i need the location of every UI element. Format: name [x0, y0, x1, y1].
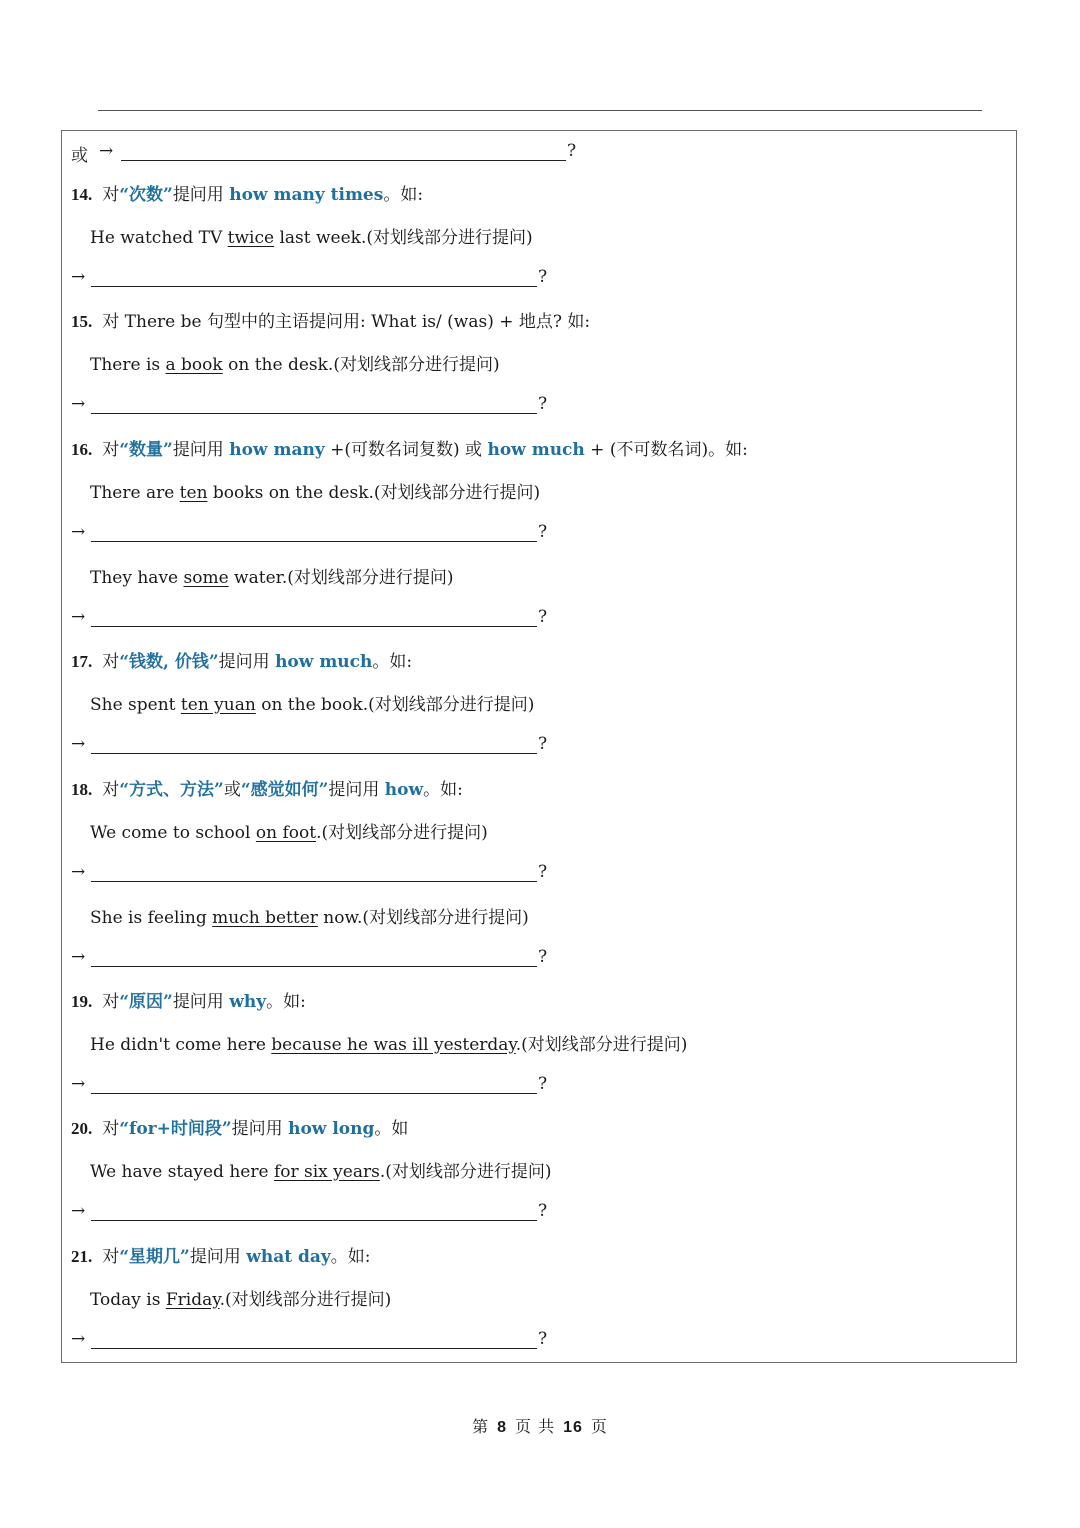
- keyword: “钱数, 价钱”: [119, 652, 219, 672]
- keyword: how many times: [229, 185, 384, 205]
- rule-line: [71, 311, 590, 333]
- text-run: We come to school: [90, 822, 256, 843]
- text-run: She is feeling: [90, 907, 213, 928]
- underlined-target: Friday: [165, 1289, 220, 1310]
- question-mark: ?: [538, 1074, 548, 1094]
- footer-pre: 第: [472, 1417, 490, 1436]
- text-run: He watched TV: [90, 227, 228, 248]
- text-run: We have stayed here: [90, 1161, 274, 1182]
- text-run: last week.(对划线部分进行提问): [274, 227, 533, 248]
- text-run: 对: [102, 1247, 120, 1267]
- text-run: 对 There be 句型中的主语提问用: What is/ (was) + 地点? 如:: [102, 312, 591, 332]
- answer-blank[interactable]: [91, 626, 537, 627]
- rule-line: [71, 439, 748, 461]
- answer-line: [71, 607, 551, 631]
- answer-blank[interactable]: [91, 1220, 537, 1221]
- keyword: how much: [275, 652, 373, 672]
- question-mark: ?: [538, 607, 548, 627]
- text-run: Today is: [90, 1289, 166, 1310]
- arrow-icon: →: [71, 947, 86, 967]
- text-run: They have: [90, 567, 184, 588]
- text-run: 。如:: [372, 652, 413, 672]
- answer-line: [71, 522, 551, 546]
- arrow-icon: →: [99, 141, 114, 161]
- question-mark: ?: [538, 947, 548, 967]
- underlined-target: ten: [179, 482, 208, 503]
- text-run: now.(对划线部分进行提问): [317, 907, 529, 928]
- rule-line: [71, 779, 463, 801]
- text-run: water.(对划线部分进行提问): [228, 567, 454, 588]
- arrow-icon: →: [71, 607, 86, 627]
- text-run: 。如: [374, 1119, 409, 1139]
- text-run: 提问用: [328, 780, 385, 800]
- answer-line: [71, 734, 551, 758]
- question-mark: ?: [538, 1329, 548, 1349]
- rule-line: [71, 651, 412, 673]
- arrow-icon: →: [71, 1074, 86, 1094]
- text-run: 提问用: [172, 185, 230, 205]
- text-run: .(对划线部分进行提问): [219, 1289, 392, 1310]
- footer-page-number: 8: [497, 1419, 507, 1436]
- arrow-icon: →: [71, 394, 86, 414]
- question-mark: ?: [538, 522, 548, 542]
- text-run: 。如:: [330, 1247, 371, 1267]
- answer-blank[interactable]: [91, 541, 537, 542]
- example-sentence: [90, 354, 500, 376]
- answer-line: [71, 1329, 551, 1353]
- underlined-target: ten yuan: [180, 694, 256, 715]
- item-number: 21.: [71, 1247, 93, 1266]
- text-run: + (不可数名词)。如:: [584, 440, 748, 460]
- arrow-icon: →: [71, 862, 86, 882]
- footer-post: 页: [590, 1417, 608, 1436]
- arrow-icon: →: [71, 267, 86, 287]
- keyword: what day: [246, 1247, 331, 1267]
- example-sentence: [90, 822, 488, 844]
- answer-blank[interactable]: [91, 1348, 537, 1349]
- answer-blank[interactable]: [91, 753, 537, 754]
- item-number: 17.: [71, 652, 93, 671]
- keyword: how long: [288, 1119, 375, 1139]
- example-sentence: [90, 907, 529, 929]
- underlined-target: on foot: [255, 822, 317, 843]
- alt-prefix: 或: [71, 146, 88, 166]
- text-run: 对: [102, 185, 120, 205]
- text-run: 提问用: [189, 1247, 247, 1267]
- underlined-target: because he was ill yesterday: [271, 1034, 516, 1055]
- example-sentence: [90, 1161, 552, 1183]
- item-number: 19.: [71, 992, 93, 1011]
- answer-blank[interactable]: [91, 1093, 537, 1094]
- example-sentence: [90, 227, 533, 249]
- text-run: .(对划线部分进行提问): [515, 1034, 688, 1055]
- rule-line: [71, 1246, 371, 1268]
- example-sentence: [90, 694, 534, 716]
- underlined-target: some: [183, 567, 229, 588]
- header-rule: [98, 110, 982, 111]
- text-run: 对: [102, 992, 120, 1012]
- answer-line: [71, 394, 551, 418]
- text-run: .(对划线部分进行提问): [379, 1161, 552, 1182]
- text-run: on the book.(对划线部分进行提问): [255, 694, 535, 715]
- text-run: 。如:: [423, 780, 463, 800]
- rule-line: [71, 991, 306, 1013]
- arrow-icon: →: [71, 1201, 86, 1221]
- text-run: She spent: [90, 694, 181, 715]
- answer-blank[interactable]: [121, 160, 566, 161]
- question-mark: ?: [567, 141, 577, 161]
- keyword: “数量”: [119, 440, 173, 460]
- keyword: “次数”: [119, 185, 173, 205]
- keyword: “原因”: [119, 992, 173, 1012]
- arrow-icon: →: [71, 1329, 86, 1349]
- keyword: how: [384, 780, 424, 800]
- text-run: books on the desk.(对划线部分进行提问): [207, 482, 541, 503]
- answer-line-continued: [71, 141, 581, 165]
- text-run: on the desk.(对划线部分进行提问): [222, 354, 500, 375]
- item-number: 16.: [71, 440, 93, 459]
- text-run: He didn't come here: [90, 1034, 272, 1055]
- example-sentence: [90, 567, 454, 589]
- text-run: 提问用: [218, 652, 276, 672]
- example-sentence: [90, 482, 540, 504]
- underlined-target: for six years: [273, 1161, 380, 1182]
- item-number: 18.: [71, 780, 93, 799]
- footer-total-pages: 16: [563, 1419, 583, 1436]
- answer-blank[interactable]: [91, 286, 537, 287]
- text-run: 对: [102, 440, 120, 460]
- example-sentence: [90, 1289, 391, 1311]
- keyword: “星期几”: [119, 1247, 190, 1267]
- answer-line: [71, 947, 551, 971]
- question-mark: ?: [538, 1201, 548, 1221]
- answer-line: [71, 1201, 551, 1225]
- answer-blank[interactable]: [91, 881, 537, 882]
- text-run: .(对划线部分进行提问): [316, 822, 488, 843]
- answer-blank[interactable]: [91, 413, 537, 414]
- item-number: 15.: [71, 312, 93, 331]
- keyword: how many: [229, 440, 325, 460]
- underlined-target: much better: [212, 907, 318, 928]
- text-run: 提问用: [231, 1119, 289, 1139]
- item-number: 14.: [71, 185, 93, 204]
- question-mark: ?: [538, 862, 548, 882]
- rule-line: [71, 184, 423, 206]
- arrow-icon: →: [71, 734, 86, 754]
- text-run: +(可数名词复数) 或: [324, 440, 488, 460]
- keyword: why: [229, 992, 267, 1012]
- keyword: how much: [487, 440, 585, 460]
- keyword: “方式、方法”: [119, 780, 224, 800]
- keyword: “感觉如何”: [240, 780, 329, 800]
- question-mark: ?: [538, 267, 548, 287]
- answer-line: [71, 1074, 551, 1098]
- question-mark: ?: [538, 394, 548, 414]
- answer-blank[interactable]: [91, 966, 537, 967]
- text-run: 对: [102, 1119, 120, 1139]
- answer-line: [71, 862, 551, 886]
- text-run: 提问用: [172, 992, 230, 1012]
- text-run: There are: [90, 482, 180, 503]
- text-run: 或: [223, 780, 241, 800]
- text-run: 对: [102, 652, 120, 672]
- page-footer: [0, 1414, 1080, 1437]
- underlined-target: twice: [227, 227, 275, 248]
- text-run: 。如:: [266, 992, 306, 1012]
- footer-mid: 页 共: [515, 1417, 556, 1436]
- example-sentence: [90, 1034, 687, 1056]
- keyword: “for+时间段”: [119, 1119, 232, 1139]
- text-run: 提问用: [172, 440, 230, 460]
- text-run: 对: [102, 780, 120, 800]
- rule-line: [71, 1118, 408, 1140]
- answer-line: [71, 267, 551, 291]
- underlined-target: a book: [165, 354, 223, 375]
- arrow-icon: →: [71, 522, 86, 542]
- text-run: There is: [90, 354, 166, 375]
- text-run: 。如:: [383, 185, 424, 205]
- item-number: 20.: [71, 1119, 93, 1138]
- question-mark: ?: [538, 734, 548, 754]
